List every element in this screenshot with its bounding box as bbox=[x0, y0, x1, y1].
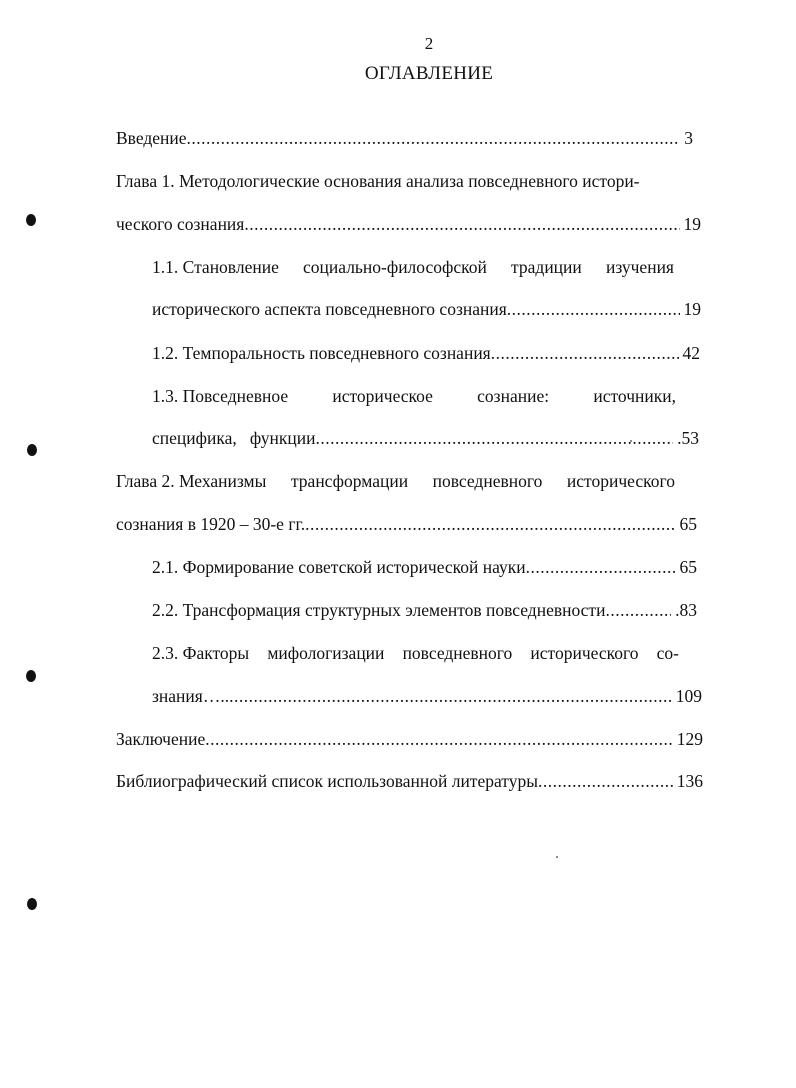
toc-entry-2-2 bbox=[152, 598, 697, 622]
toc-entry-bibliography bbox=[116, 769, 703, 793]
toc-label: 2.2. Трансформация структурных элементов повседневности bbox=[152, 600, 606, 620]
toc-entry-intro bbox=[116, 126, 693, 150]
toc-label: ческого сознания bbox=[116, 214, 245, 234]
toc-entry-1-1-line2 bbox=[152, 297, 701, 321]
leader-dots bbox=[526, 555, 676, 579]
word: повседневного bbox=[432, 471, 543, 491]
leader-dots bbox=[491, 341, 679, 365]
word: трансформации bbox=[290, 471, 409, 491]
word: традиции bbox=[511, 257, 582, 277]
word: сознание: bbox=[477, 386, 550, 406]
word: Глава 2. Механизмы bbox=[116, 471, 267, 491]
leader-dots bbox=[538, 769, 673, 793]
word: со- bbox=[656, 643, 679, 663]
word: изучения bbox=[605, 257, 674, 277]
scan-speck bbox=[556, 856, 558, 858]
word: исторического bbox=[530, 643, 639, 663]
toc-label: знания….. bbox=[152, 686, 230, 706]
toc-label: Введение bbox=[116, 128, 187, 148]
toc-entry-conclusion bbox=[116, 727, 703, 751]
word: 2.3. Факторы bbox=[152, 643, 250, 663]
toc-entry-chapter1-line2 bbox=[116, 212, 701, 236]
toc-entry-1-3-line2 bbox=[152, 426, 699, 450]
binder-hole bbox=[27, 898, 37, 910]
toc-page: 19 bbox=[683, 299, 701, 319]
toc-page: 65 bbox=[679, 514, 697, 534]
toc-page: 136 bbox=[676, 771, 703, 791]
word: социально-философской bbox=[303, 257, 487, 277]
word: историческое bbox=[332, 386, 433, 406]
toc-page: 129 bbox=[676, 729, 703, 749]
leader-dots bbox=[315, 426, 673, 450]
toc-label: 2.1. Формирование советской исторической науки bbox=[152, 557, 526, 577]
leader-dots bbox=[507, 297, 680, 321]
word: источники, bbox=[593, 386, 676, 406]
toc-page: 19 bbox=[683, 214, 701, 234]
binder-hole bbox=[26, 670, 36, 682]
leader-dots bbox=[244, 212, 679, 236]
binder-hole bbox=[27, 444, 37, 456]
toc-entry-1-2 bbox=[152, 341, 700, 365]
toc-entry-2-3-line2 bbox=[152, 684, 702, 708]
toc-page: 3 bbox=[684, 128, 693, 148]
toc-page: .53 bbox=[677, 428, 699, 448]
word: исторического bbox=[566, 471, 675, 491]
toc-label: специфика, функции bbox=[152, 428, 316, 448]
page-number: 2 bbox=[424, 34, 434, 53]
word: 1.1. Становление bbox=[152, 257, 279, 277]
toc-label: сознания в 1920 – 30-е гг. bbox=[116, 514, 306, 534]
toc-entry-1-1-line1 bbox=[152, 255, 674, 279]
toc-label: 1.2. Темпоральность повседневного сознания bbox=[152, 343, 491, 363]
leader-dots bbox=[187, 126, 681, 150]
toc-label: Заключение bbox=[116, 729, 206, 749]
leader-dots bbox=[229, 684, 672, 708]
toc-entry-2-3-line1 bbox=[152, 641, 679, 665]
binder-hole bbox=[26, 214, 36, 226]
toc-entry-2-1 bbox=[152, 555, 697, 579]
toc-entry-chapter2-line1 bbox=[116, 469, 675, 493]
leader-dots bbox=[605, 598, 671, 622]
word: мифологизации bbox=[267, 643, 385, 663]
leader-dots bbox=[205, 727, 673, 751]
toc-page: 65 bbox=[679, 557, 697, 577]
toc-label: Библиографический список использованной литературы bbox=[116, 771, 538, 791]
toc-entry-1-3-line1 bbox=[152, 384, 676, 408]
toc-label: исторического аспекта повседневного сознания bbox=[152, 299, 507, 319]
leader-dots bbox=[305, 512, 675, 536]
page-title: ОГЛАВЛЕНИЕ bbox=[364, 63, 494, 84]
toc-page: 42 bbox=[682, 343, 700, 363]
scan-speck bbox=[630, 440, 632, 442]
word: повседневного bbox=[402, 643, 513, 663]
toc-entry-chapter1-line1: Глава 1. Методологические основания анализа повседневного истори- bbox=[116, 171, 640, 191]
toc-entry-chapter2-line2 bbox=[116, 512, 697, 536]
toc-page: .83 bbox=[675, 600, 697, 620]
toc-page: 109 bbox=[675, 686, 702, 706]
word: 1.3. Повседневное bbox=[152, 386, 289, 406]
